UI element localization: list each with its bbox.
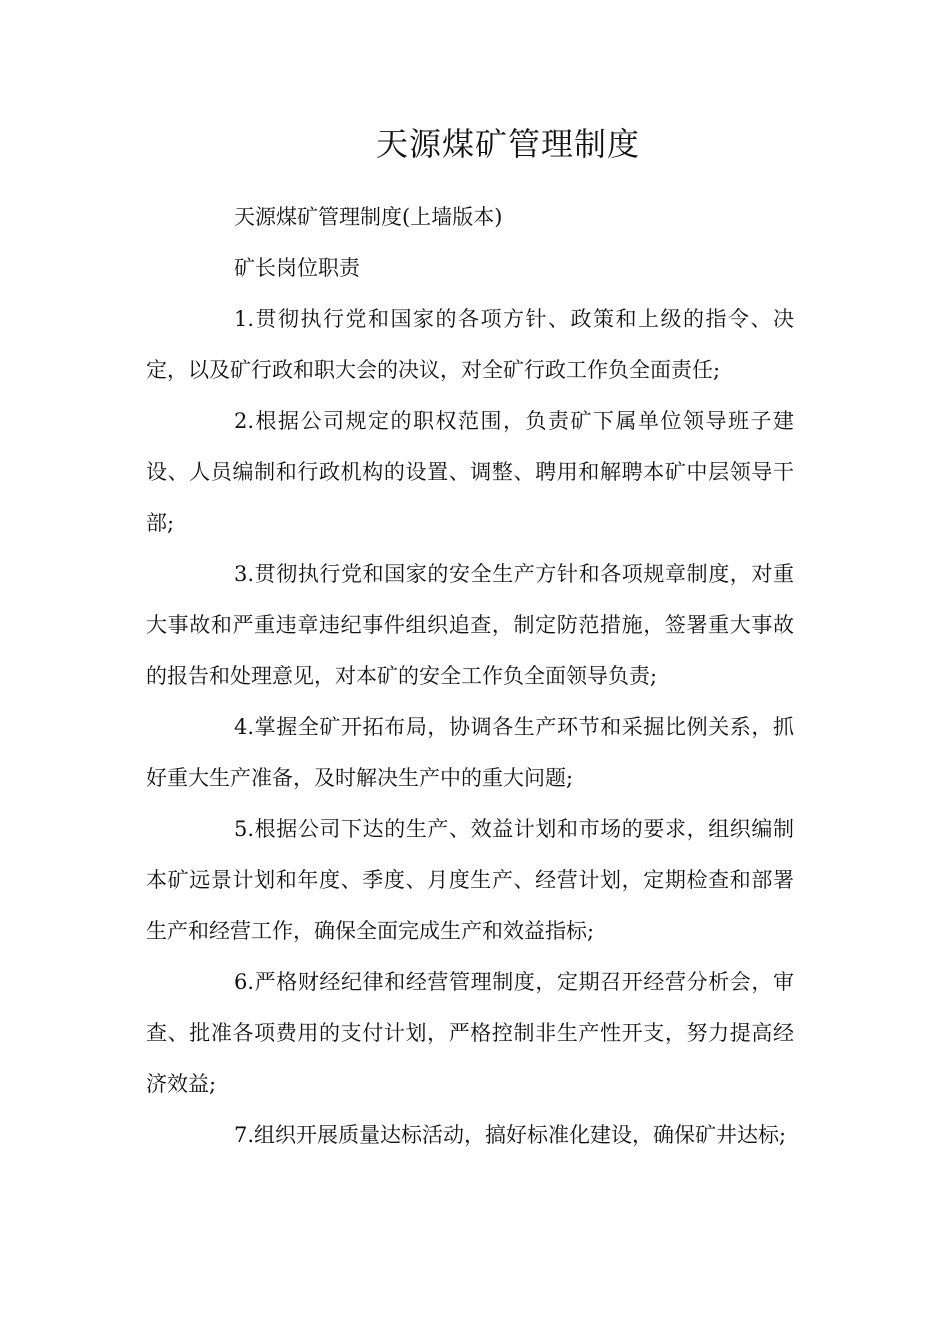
subtitle-paragraph: 天源煤矿管理制度(上墙版本) — [234, 205, 503, 229]
duty-item-4: 4.掌握全矿开拓布局，协调各生产环节和采掘比例关系，抓好重大生产准备，及时解决生产中的重大问题; — [146, 715, 794, 790]
duty-item-1: 1.贯彻执行党和国家的各项方针、政策和上级的指令、决定，以及矿行政和职大会的决议，对全矿行政工作负全面责任; — [146, 307, 794, 382]
duty-item-5: 5.根据公司下达的生产、效益计划和市场的要求，组织编制本矿远景计划和年度、季度、月度生产、经营计划，定期检查和部署生产和经营工作，确保全面完成生产和效益指标; — [146, 817, 794, 943]
duty-item-7: 7.组织开展质量达标活动，搞好标准化建设，确保矿井达标; — [234, 1123, 787, 1147]
duty-item-6: 6.严格财经纪律和经营管理制度，定期召开经营分析会，审查、批准各项费用的支付计划，严格控制非生产性开支，努力提高经济效益; — [146, 970, 794, 1096]
duty-item-3: 3.贯彻执行党和国家的安全生产方针和各项规章制度，对重大事故和严重违章违纪事件组织追查，制定防范措施，签署重大事故的报告和处理意见，对本矿的安全工作负全面领导负责; — [146, 562, 794, 688]
section-heading: 矿长岗位职责 — [234, 256, 360, 280]
document-body — [146, 192, 794, 1161]
duty-item-2: 2.根据公司规定的职权范围，负责矿下属单位领导班子建设、人员编制和行政机构的设置、调整、聘用和解聘本矿中层领导干部; — [146, 409, 794, 535]
document-title: 天源煤矿管理制度 — [375, 125, 640, 163]
